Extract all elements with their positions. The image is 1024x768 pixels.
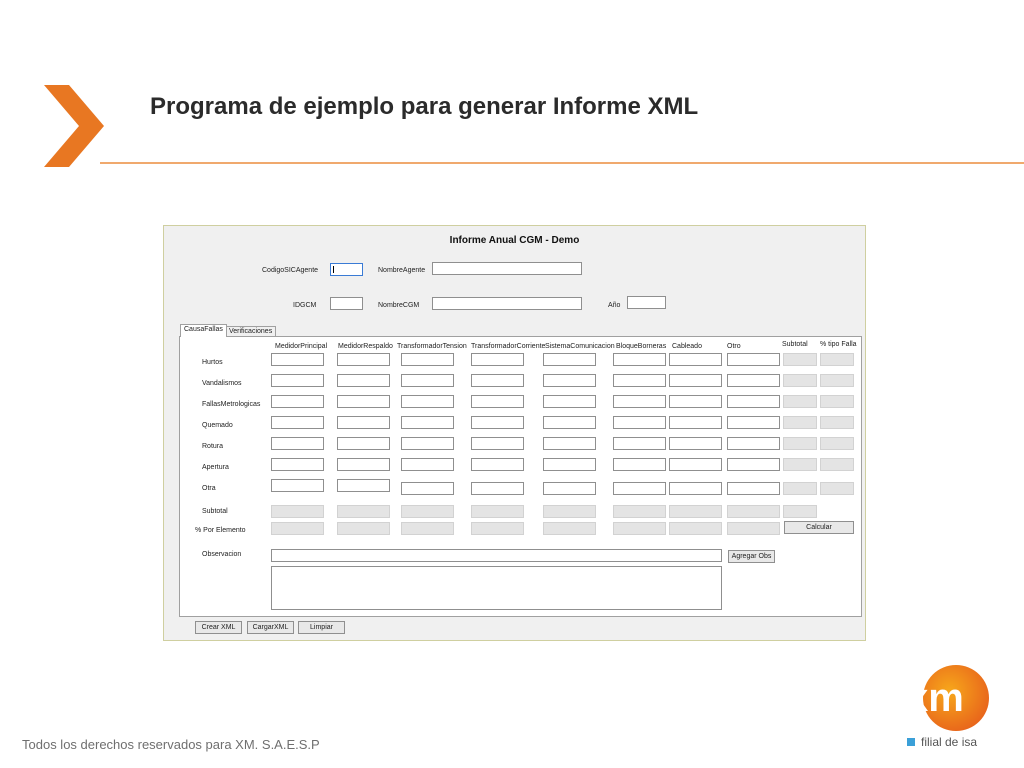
grid-cell-input[interactable]	[337, 353, 390, 366]
tab-verificaciones[interactable]: Verificaciones	[225, 326, 276, 337]
grid-cell-input[interactable]	[401, 482, 454, 495]
nombre-cgm-input[interactable]	[432, 297, 582, 310]
summary-cell-readonly	[337, 505, 390, 518]
grid-cell-input[interactable]	[271, 353, 324, 366]
grid-cell-input[interactable]	[543, 458, 596, 471]
column-header: % tipo Falla	[820, 341, 857, 348]
row-label: Otra	[202, 485, 216, 492]
grid-cell-readonly	[820, 416, 854, 429]
grid-cell-input[interactable]	[727, 416, 780, 429]
grid-cell-input[interactable]	[669, 353, 722, 366]
grid-cell-readonly	[783, 353, 817, 366]
nombre-cgm-label: NombreCGM	[378, 302, 420, 309]
grid-cell-input[interactable]	[401, 437, 454, 450]
summary-cell-readonly	[613, 505, 666, 518]
grid-cell-input[interactable]	[271, 374, 324, 387]
grid-cell-readonly	[820, 458, 854, 471]
anio-input[interactable]	[627, 296, 666, 309]
grid-cell-input[interactable]	[401, 458, 454, 471]
summary-cell-readonly	[613, 522, 666, 535]
grid-cell-input[interactable]	[613, 437, 666, 450]
summary-cell-readonly	[669, 522, 722, 535]
grid-cell-input[interactable]	[669, 482, 722, 495]
cargar-xml-button[interactable]: CargarXML	[247, 621, 294, 634]
grid-cell-readonly	[820, 374, 854, 387]
slide-title: Programa de ejemplo para generar Informe XML	[150, 93, 699, 120]
grid-cell-input[interactable]	[669, 374, 722, 387]
grid-cell-input[interactable]	[271, 479, 324, 492]
row-label: % Por Elemento	[195, 527, 246, 534]
grid-cell-input[interactable]	[337, 395, 390, 408]
column-header: MedidorRespaldo	[338, 343, 393, 350]
row-label: Quemado	[202, 422, 233, 429]
chevron-arrow-icon	[44, 85, 106, 167]
grid-cell-input[interactable]	[543, 437, 596, 450]
grid-cell-readonly	[820, 482, 854, 495]
grid-cell-readonly	[783, 458, 817, 471]
grid-cell-input[interactable]	[401, 374, 454, 387]
grid-cell-input[interactable]	[401, 353, 454, 366]
summary-cell-readonly	[669, 505, 722, 518]
observacion-label: Observacion	[202, 551, 242, 558]
idcgm-input[interactable]	[330, 297, 363, 310]
title-divider	[100, 162, 1024, 164]
summary-cell-readonly	[727, 505, 780, 518]
grid-cell-input[interactable]	[543, 416, 596, 429]
grid-cell-input[interactable]	[337, 416, 390, 429]
subsidiary-label: filial de isa	[921, 735, 978, 749]
anio-label: Año	[608, 302, 621, 309]
summary-cell-readonly	[337, 522, 390, 535]
grid-cell-input[interactable]	[401, 416, 454, 429]
grid-cell-input[interactable]	[613, 395, 666, 408]
summary-cell-readonly	[543, 505, 596, 518]
calcular-button[interactable]: Calcular	[784, 521, 854, 534]
agregar-obs-button[interactable]: Agregar Obs	[728, 550, 775, 563]
grid-cell-input[interactable]	[613, 416, 666, 429]
summary-cell-readonly	[401, 522, 454, 535]
idcgm-label: IDGCM	[293, 302, 317, 309]
grid-cell-input[interactable]	[669, 395, 722, 408]
grid-cell-input[interactable]	[471, 374, 524, 387]
grid-cell-readonly	[783, 437, 817, 450]
grid-cell-readonly	[783, 416, 817, 429]
grid-cell-input[interactable]	[727, 374, 780, 387]
grid-cell-readonly	[783, 482, 817, 495]
grid-cell-input[interactable]	[727, 437, 780, 450]
grid-cell-readonly	[783, 395, 817, 408]
summary-cell-readonly	[471, 505, 524, 518]
xm-logo-icon	[900, 664, 992, 732]
grid-cell-input[interactable]	[613, 353, 666, 366]
column-header: Subtotal	[782, 341, 808, 348]
row-label: Vandalismos	[202, 380, 242, 387]
column-header: TransformadorCorriente	[471, 343, 546, 350]
column-header: MedidorPrincipal	[275, 343, 328, 350]
grid-cell-input[interactable]	[613, 374, 666, 387]
summary-cell-readonly	[271, 505, 324, 518]
summary-cell-readonly	[783, 505, 817, 518]
row-label: Hurtos	[202, 359, 223, 366]
summary-cell-readonly	[727, 522, 780, 535]
grid-cell-readonly	[820, 395, 854, 408]
grid-cell-input[interactable]	[613, 458, 666, 471]
grid-cell-input[interactable]	[613, 482, 666, 495]
column-header: SistemaComunicacion	[545, 343, 615, 350]
grid-cell-input[interactable]	[401, 395, 454, 408]
grid-cell-input[interactable]	[727, 458, 780, 471]
summary-cell-readonly	[271, 522, 324, 535]
grid-cell-input[interactable]	[669, 458, 722, 471]
grid-cell-input[interactable]	[337, 479, 390, 492]
grid-cell-input[interactable]	[271, 395, 324, 408]
grid-cell-input[interactable]	[727, 395, 780, 408]
grid-cell-input[interactable]	[543, 395, 596, 408]
grid-cell-input[interactable]	[337, 458, 390, 471]
informe-form-window	[163, 225, 866, 641]
column-header: BloqueBorneras	[616, 343, 667, 350]
grid-cell-input[interactable]	[471, 353, 524, 366]
form-title: Informe Anual CGM - Demo	[449, 235, 580, 246]
row-label: Subtotal	[202, 508, 228, 515]
grid-cell-input[interactable]	[471, 458, 524, 471]
grid-cell-input[interactable]	[669, 437, 722, 450]
limpiar-button[interactable]: Limpiar	[298, 621, 345, 634]
codigo-sic-agente-label: CodigoSICAgente	[262, 267, 319, 274]
observacion-input[interactable]	[271, 549, 722, 562]
summary-cell-readonly	[471, 522, 524, 535]
column-header: Otro	[727, 343, 741, 350]
copyright-footer: Todos los derechos reservados para XM. S.A.E.S.P	[22, 737, 320, 752]
grid-cell-input[interactable]	[727, 482, 780, 495]
row-label: Apertura	[202, 464, 229, 471]
grid-cell-input[interactable]	[471, 395, 524, 408]
grid-cell-input[interactable]	[271, 437, 324, 450]
grid-cell-input[interactable]	[543, 482, 596, 495]
nombre-agente-label: NombreAgente	[378, 267, 426, 274]
grid-cell-input[interactable]	[543, 374, 596, 387]
grid-cell-input[interactable]	[471, 437, 524, 450]
row-label: FallasMetrologicas	[202, 401, 261, 408]
subsidiary-note	[907, 735, 977, 749]
grid-cell-readonly	[820, 353, 854, 366]
codigo-sic-agente-input[interactable]	[330, 263, 363, 276]
summary-cell-readonly	[401, 505, 454, 518]
crear-xml-button[interactable]: Crear XML	[195, 621, 242, 634]
grid-cell-input[interactable]	[471, 482, 524, 495]
grid-cell-input[interactable]	[543, 353, 596, 366]
tab-causa-fallas[interactable]: CausaFallas	[180, 324, 227, 337]
grid-cell-input[interactable]	[271, 458, 324, 471]
nombre-agente-input[interactable]	[432, 262, 582, 275]
observaciones-textarea[interactable]	[271, 566, 722, 610]
text-cursor	[333, 266, 334, 273]
blue-square-icon	[907, 738, 915, 746]
summary-cell-readonly	[543, 522, 596, 535]
column-header: Cableado	[672, 343, 702, 350]
grid-cell-readonly	[783, 374, 817, 387]
grid-cell-input[interactable]	[337, 374, 390, 387]
column-header: TransformadorTension	[397, 343, 467, 350]
xm-logo-text: xm	[906, 676, 964, 720]
grid-cell-readonly	[820, 437, 854, 450]
grid-cell-input[interactable]	[337, 437, 390, 450]
row-label: Rotura	[202, 443, 224, 450]
grid-cell-input[interactable]	[271, 416, 324, 429]
grid-cell-input[interactable]	[727, 353, 780, 366]
grid-cell-input[interactable]	[669, 416, 722, 429]
grid-cell-input[interactable]	[471, 416, 524, 429]
